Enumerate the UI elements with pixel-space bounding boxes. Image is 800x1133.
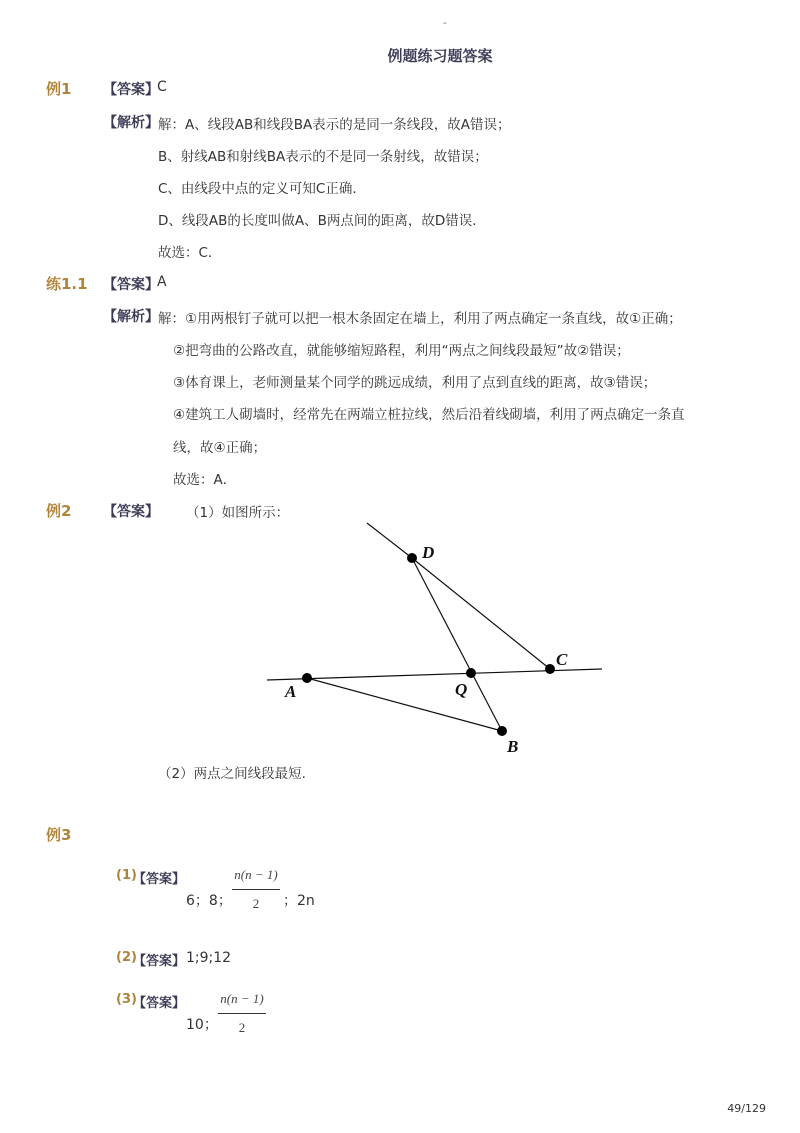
- fraction-bar: [232, 889, 280, 890]
- ex1-line: B、射线AB和射线BA表示的不是同一条射线，故错误；: [158, 149, 488, 165]
- fraction-numerator: n(n − 1): [220, 991, 264, 1006]
- label-c: C: [556, 650, 568, 669]
- label-a: A: [285, 682, 297, 701]
- page-title: 例题练习题答案: [387, 47, 493, 65]
- fraction-bar: [218, 1013, 266, 1014]
- point-q: [466, 668, 476, 678]
- ex1-line: 故选：C．: [158, 245, 222, 261]
- ex3-p3-tag: 【答案】: [133, 996, 186, 1011]
- point-b: [497, 726, 507, 736]
- ex1-1-line: 线，故④正确；: [173, 440, 267, 456]
- point-a: [302, 673, 312, 683]
- ex1-1-analysis-tag: 【解析】: [103, 309, 159, 325]
- ex1-label: 例1: [46, 80, 72, 98]
- ex1-analysis-tag: 【解析】: [103, 115, 159, 131]
- fraction-numerator: n(n − 1): [234, 867, 278, 882]
- ex2-part2: （2）两点之间线段最短.: [158, 766, 306, 782]
- ex3-p1-fraction: [232, 867, 280, 912]
- ex3-p1-suffix: ；2n: [283, 893, 315, 909]
- ex3-p3-num: (3): [116, 992, 137, 1007]
- ex3-p1-num: (1): [116, 868, 137, 883]
- ex1-line: C、由线段中点的定义可知C正确．: [158, 181, 366, 197]
- label-q: Q: [455, 680, 468, 699]
- ex3-p2-tag: 【答案】: [133, 954, 186, 969]
- ex2-answer-tag: 【答案】: [103, 504, 159, 520]
- ex1-answer-tag: 【答案】: [103, 82, 159, 98]
- label-b: B: [507, 737, 519, 756]
- ex3-p3-fraction: [218, 991, 266, 1036]
- label-d: D: [422, 543, 435, 562]
- page-top-mark: -: [443, 18, 447, 29]
- point-c: [545, 664, 555, 674]
- ex3-label: 例3: [46, 826, 72, 844]
- segment-d-c: [412, 558, 550, 669]
- point-d: [407, 553, 417, 563]
- ex1-1-answer: A: [157, 274, 167, 290]
- segment-d-b: [412, 558, 502, 731]
- segment-a-b: [307, 678, 502, 731]
- ex1-line: 解：A、线段AB和线段BA表示的是同一条线段，故A错误；: [158, 117, 511, 133]
- ex1-answer: C: [157, 79, 167, 95]
- ex1-1-line: 解：①用两根钉子就可以把一根木条固定在墙上，利用了两点确定一条直线，故①正确；: [158, 311, 682, 327]
- ex3-p3-prefix: 10；: [186, 1017, 218, 1033]
- ex2-label: 例2: [46, 502, 72, 520]
- ex3-p1-tag: 【答案】: [133, 872, 186, 887]
- ex1-1-line: ③体育课上，老师测量某个同学的跳远成绩，利用了点到直线的距离，故③错误；: [173, 375, 657, 391]
- page-number: 49/129: [727, 1102, 766, 1115]
- ex1-1-line: 故选：A．: [173, 472, 237, 488]
- ex1-1-line: ④建筑工人砌墙时，经常先在两端立桩拉线，然后沿着线砌墙，利用了两点确定一条直: [173, 407, 685, 423]
- ex1-1-label: 练1.1: [46, 275, 88, 293]
- line-through-d-q: [367, 523, 412, 558]
- ex1-1-line: ②把弯曲的公路改直，就能够缩短路程，利用“两点之间线段最短”故②错误；: [173, 343, 630, 359]
- ex2-part1: （1）如图所示：: [186, 505, 290, 521]
- ex3-p1-prefix: 6；8；: [186, 893, 232, 909]
- ex3-p2-num: (2): [116, 950, 137, 965]
- fraction-denominator: 2: [238, 1020, 246, 1035]
- ex1-line: D、线段AB的长度叫做A、B两点间的距离，故D错误．: [158, 213, 486, 229]
- ex3-p2-value: 1;9;12: [186, 950, 232, 966]
- ex1-1-answer-tag: 【答案】: [103, 277, 159, 293]
- fraction-denominator: 2: [252, 896, 260, 911]
